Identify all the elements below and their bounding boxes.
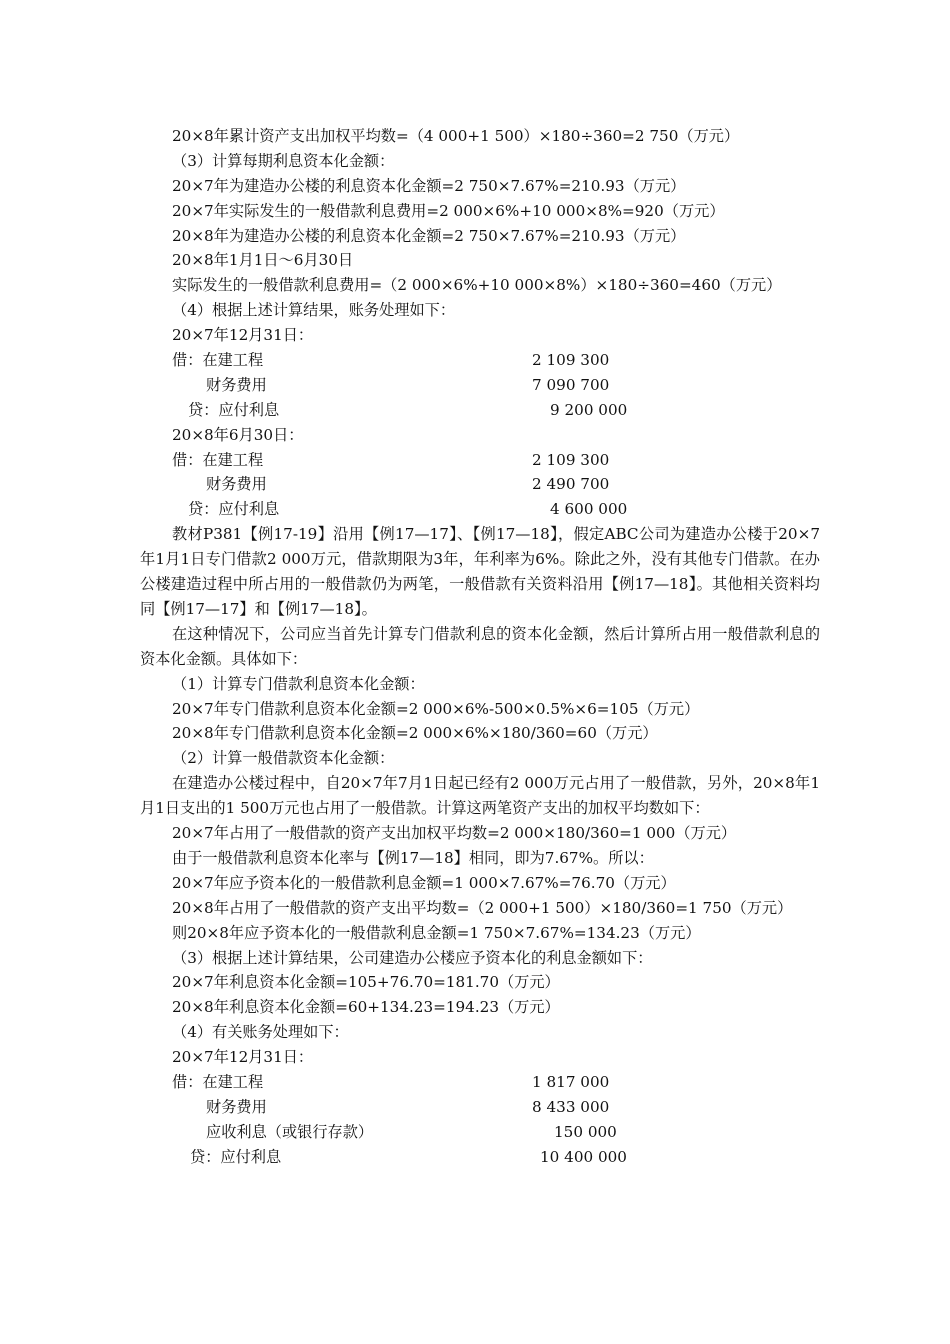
amount: 150 000 [554, 1122, 617, 1141]
account-label: 财务费用 [206, 375, 267, 394]
text-line: （3）根据上述计算结果，公司建造办公楼应予资本化的利息金额如下： [172, 948, 653, 967]
text-line: （3）计算每期利息资本化金额： [172, 151, 395, 170]
text-line: 由于一般借款利息资本化率与【例17—18】相同，即为7.67%。所以： [172, 848, 654, 867]
text-line: 则20×8年应予资本化的一般借款利息金额=1 750×7.67%=134.23（万元） [172, 923, 701, 942]
text-line: 20×7年应予资本化的一般借款利息金额=1 000×7.67%=76.70（万元） [172, 873, 676, 892]
text-line: 20×7年为建造办公楼的利息资本化金额=2 750×7.67%=210.93（万元） [172, 176, 686, 195]
amount: 2 490 700 [532, 475, 610, 494]
journal-entry-row [140, 1120, 820, 1145]
text-line: 20×8年累计资产支出加权平均数=（4 000+1 500）×180÷360=2 750（万元） [172, 127, 740, 145]
document-body [140, 124, 820, 1170]
account-label: 借：在建工程 [172, 351, 264, 370]
amount: 9 200 000 [550, 400, 628, 419]
text-line: 20×7年实际发生的一般借款利息费用=2 000×6%+10 000×8%=920（万元） [172, 201, 725, 220]
journal-entry-row [140, 373, 820, 398]
paragraph: 在建造办公楼过程中，自20×7年7月1日起已经有2 000万元占用了一般借款，另外，20×8年1月1日支出的1 500万元也占用了一般借款。计算这两笔资产支出的加权平均数如下： [140, 774, 820, 818]
text-line: 20×8年1月1日～6月30日 [172, 251, 354, 270]
amount: 2 109 300 [532, 351, 610, 370]
amount: 2 109 300 [532, 450, 610, 469]
amount: 4 600 000 [550, 500, 628, 519]
amount: 1 817 000 [532, 1072, 610, 1091]
account-label: 财务费用 [206, 1097, 267, 1116]
journal-entry-row [140, 448, 820, 473]
text-line: （2）计算一般借款资本化金额： [172, 749, 395, 768]
text-line: （4）有关账务处理如下： [172, 1023, 349, 1042]
journal-entry-row [140, 398, 820, 423]
journal-entry-row [140, 1095, 820, 1120]
paragraph: 在这种情况下，公司应当首先计算专门借款利息的资本化金额，然后计算所占用一般借款利息的资本化金额。具体如下： [140, 624, 820, 668]
journal-entry-row [140, 1070, 820, 1095]
journal-entry-row [140, 1145, 820, 1170]
amount: 7 090 700 [532, 375, 610, 394]
amount: 10 400 000 [540, 1147, 627, 1166]
text-line: 20×7年12月31日： [172, 1048, 314, 1067]
text-line: 20×8年为建造办公楼的利息资本化金额=2 750×7.67%=210.93（万元） [172, 226, 686, 245]
paragraph: 教材P381【例17-19】沿用【例17—17】、【例17—18】，假定ABC公司为建造办公楼于20×7年1月1日专门借款2 000万元，借款期限为3年，年利率为6%。除此之外，没有其他专门借款。在办公楼建造过程中所占用的一般借款仍为两笔，一般借款有关资料沿用【例17—18】。其他相关资料均同【例17—17】和【例17—18】。 [140, 525, 820, 618]
account-label: 应收利息（或银行存款） [206, 1122, 374, 1141]
text-line: 20×8年6月30日： [172, 425, 304, 444]
text-line: 实际发生的一般借款利息费用=（2 000×6%+10 000×8%）×180÷360=460（万元） [172, 276, 782, 295]
text-line: 20×8年专门借款利息资本化金额=2 000×6%×180/360=60（万元） [172, 724, 658, 743]
text-line: （1）计算专门借款利息资本化金额： [172, 674, 425, 693]
text-line: 20×7年占用了一般借款的资产支出加权平均数=2 000×180/360=1 000（万元） [172, 824, 737, 843]
amount: 8 433 000 [532, 1097, 610, 1116]
account-label: 贷：应付利息 [188, 400, 280, 419]
text-line: 20×8年利息资本化金额=60+134.23=194.23（万元） [172, 998, 560, 1017]
text-line: 20×7年专门借款利息资本化金额=2 000×6%-500×0.5%×6=105（万元） [172, 699, 700, 718]
text-line: 20×7年12月31日： [172, 326, 314, 345]
account-label: 贷：应付利息 [188, 500, 280, 519]
journal-entry-row [140, 472, 820, 497]
text-line: （4）根据上述计算结果，账务处理如下： [172, 301, 456, 320]
journal-entry-row [140, 497, 820, 522]
account-label: 借：在建工程 [172, 1072, 264, 1091]
journal-entry-row [140, 348, 820, 373]
account-label: 贷：应付利息 [190, 1147, 282, 1166]
paragraph: 20×8年占用了一般借款的资产支出平均数=（2 000+1 500）×180/360=1 750（万元） [172, 898, 793, 917]
text-line: 20×7年利息资本化金额=105+76.70=181.70（万元） [172, 973, 560, 992]
account-label: 借：在建工程 [172, 450, 264, 469]
account-label: 财务费用 [206, 475, 267, 494]
